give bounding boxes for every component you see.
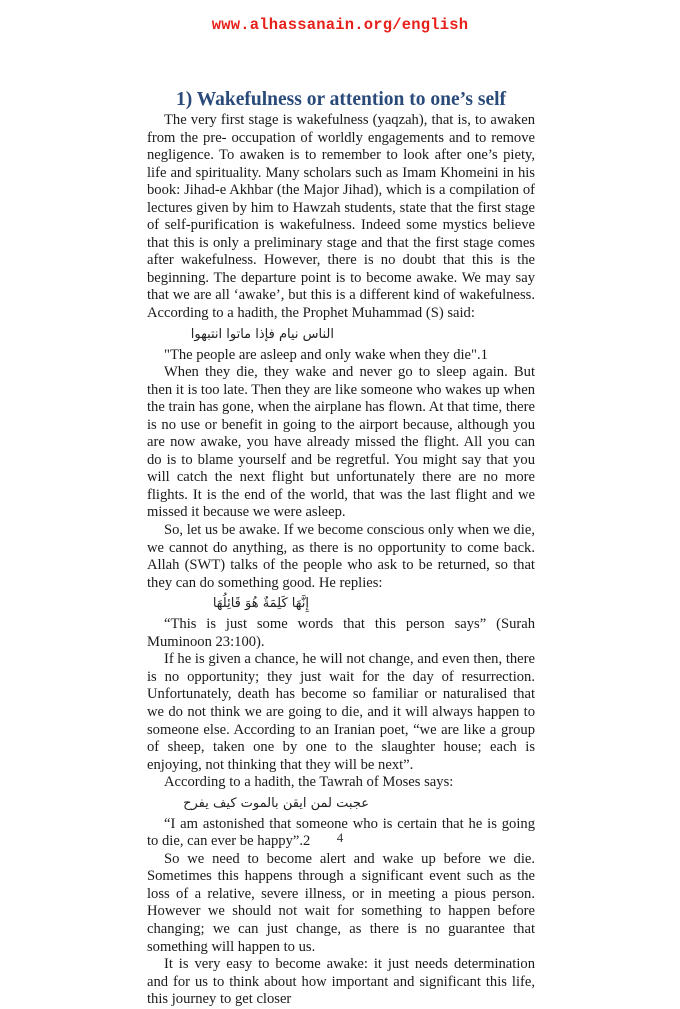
paragraph-verse-translation: “This is just some words that this person says” (Surah Muminoon 23:100). bbox=[147, 616, 535, 650]
page-body bbox=[147, 89, 535, 1009]
paragraph-tawrah-translation: “I am astonished that someone who is certain that he is going to die, can ever be happy”.2 bbox=[147, 815, 535, 850]
paragraph-when-they-die: When they die, they wake and never go to sleep again. But then it is too late. Then they are like someone who wakes up when the train has gone, when the airplane has flown. At that time, there is no use or benefit in going to the airport because, although you are now awake, you have already missed the flight. All you can do is to blame yourself and be regretful. You might say that you will catch the next flight but unfortunately there are no more flights. It is the end of the world, that was the last flight and we missed it because we were asleep. bbox=[147, 364, 535, 521]
section-title: 1) Wakefulness or attention to one’s self bbox=[175, 89, 507, 110]
paragraph-easy-to-awake: It is very easy to become awake: it just needs determination and for us to think about how important and significant this life, this journey to get closer bbox=[147, 956, 535, 1008]
paragraph-tawrah-intro: According to a hadith, the Tawrah of Moses says: bbox=[164, 774, 454, 791]
paragraph-given-a-chance: If he is given a chance, he will not change, and even then, there is no opportunity; they just wait for the day of resurrection. Unfortunately, death has become so familiar or naturalised that we do not think we are going to die, and it will always happen to someone else. According to an Iranian poet, “we are like a group of sheep, taken one by one to the slaughter house; each is enjoying, not thinking that they will be next”. bbox=[147, 651, 535, 773]
paragraph-let-us-be-awake: So, let us be awake. If we become conscious only when we die, we cannot do anything, as there is no opportunity to come back. Allah (SWT) talks of the people who ask to be returned, so that they can do something good. He replies: bbox=[147, 522, 535, 591]
arabic-tawrah-quote: عجبت لمن ايقن بالموت كيف يفرح bbox=[183, 795, 369, 811]
paragraph-become-alert: So we need to become alert and wake up before we die. Sometimes this happens through a significant event such as the loss of a relative, severe illness, or in meeting a pious person. However we should not wait for something to happen before changing; we can just change, as there is no guarantee that something will happen to us. bbox=[147, 850, 535, 955]
paragraph-hadith-translation: "The people are asleep and only wake when they die".1 bbox=[164, 346, 488, 363]
paragraph-intro: The very first stage is wakefulness (yaqzah), that is, to awaken from the pre- occupation of worldly engagements and to remove negligence. To awaken is to remember to look after one’s piety, life and spirituality. Many scholars such as Imam Khomeini in his book: Jihad-e Akhbar (the Major Jihad), which is a compilation of lectures given by him to Hawzah students, state that the first stage of self-purification is wakefulness. Indeed some mystics believe that this is only a preliminary stage and that the first stage comes after wakefulness. However, there is no doubt that this is the beginning. The departure point is to become awake. We may say that we are all ‘awake’, but this is a different kind of wakefulness. According to a hadith, the Prophet Muhammad (S) said: bbox=[147, 112, 535, 322]
site-url-header: www.alhassanain.org/english bbox=[211, 16, 469, 34]
arabic-quran-verse: إِنَّهَا كَلِمَةٌ هُوَ قَائِلُهَا bbox=[212, 596, 309, 612]
arabic-hadith-quote: الناس نيام فإذا ماتوا انتبهوا bbox=[190, 326, 334, 342]
page-number: 4 bbox=[336, 830, 344, 845]
